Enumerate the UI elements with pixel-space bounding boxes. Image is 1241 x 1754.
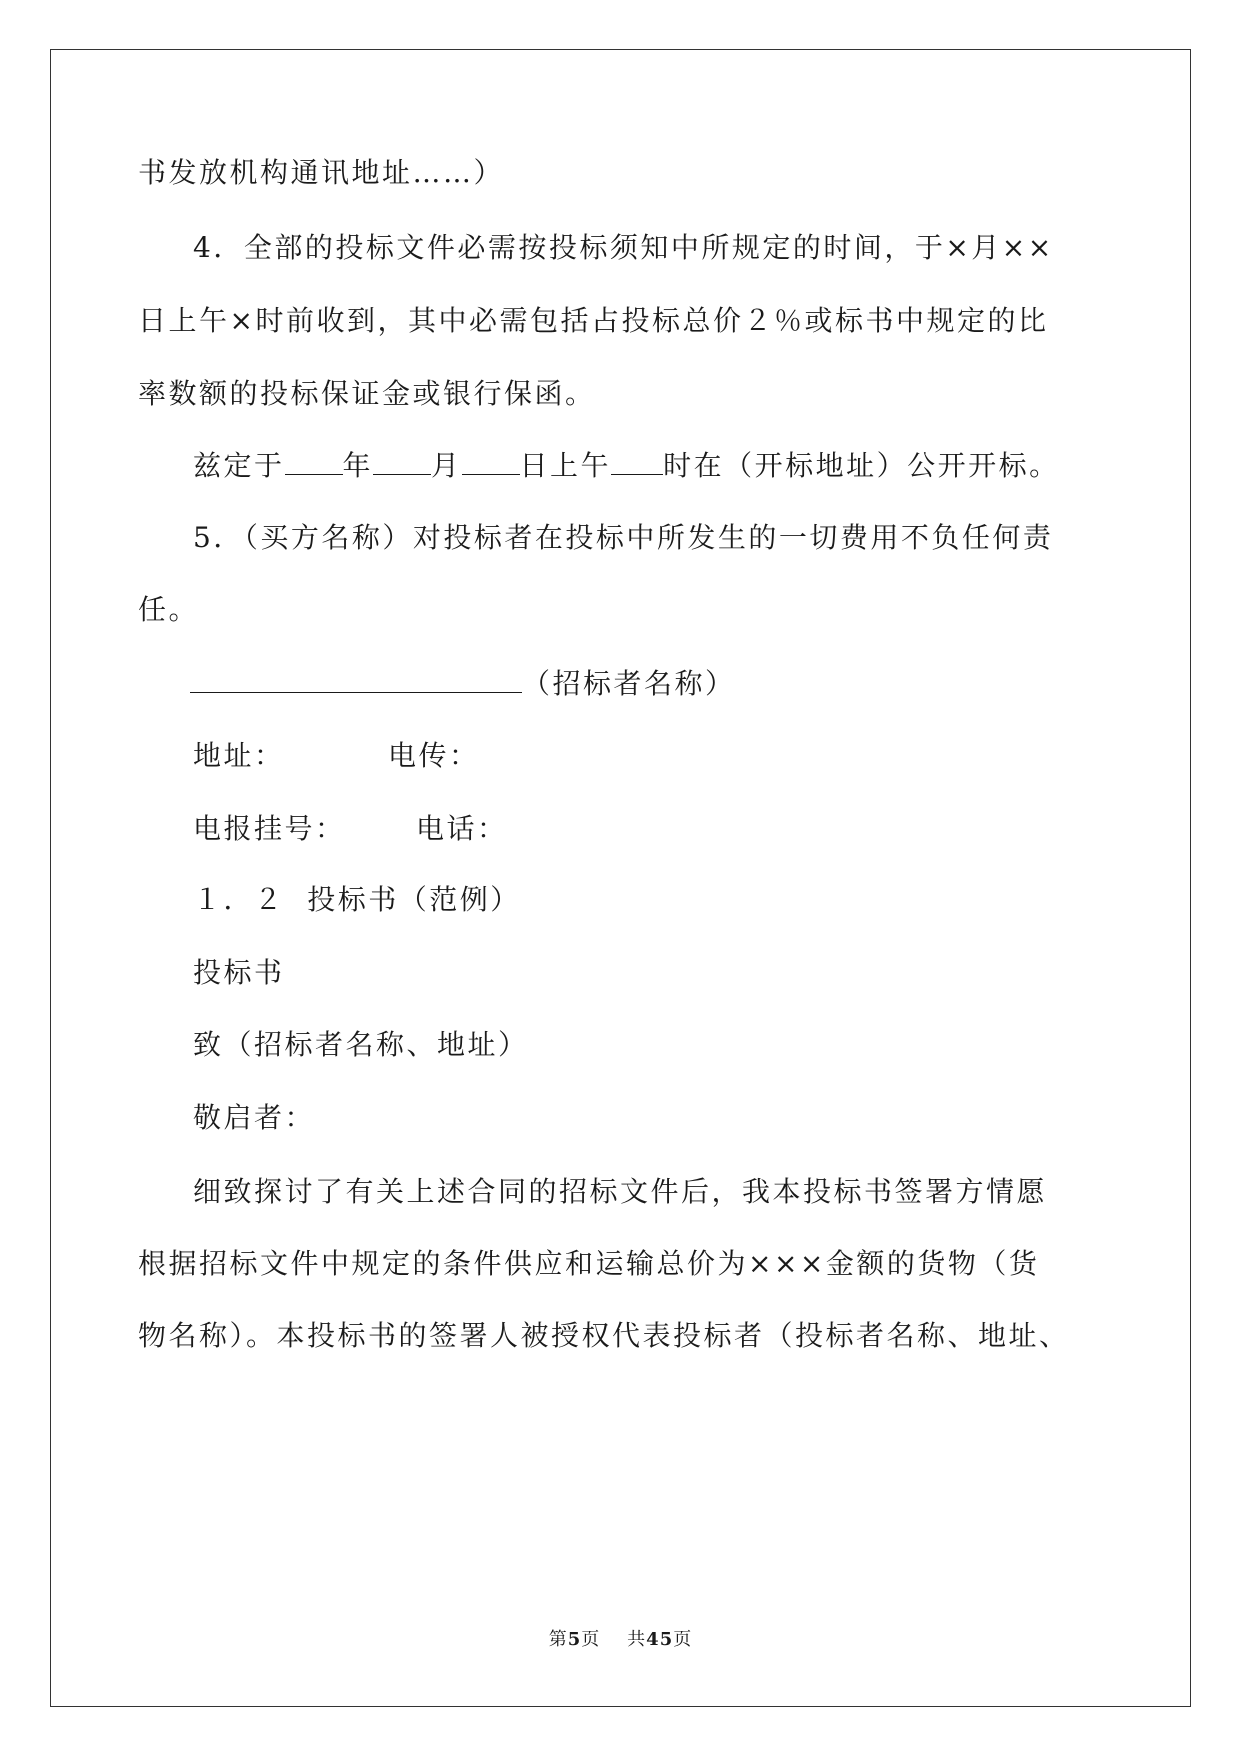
hour-label: 时在（开标地址）公开开标。 <box>663 449 1060 482</box>
text-line: 日上午×时前收到，其中必需包括占投标总价２％或标书中规定的比 <box>138 304 1049 337</box>
body-line: 细致探讨了有关上述合同的招标文件后，我本投标书签署方情愿 <box>193 1175 1048 1208</box>
address-label: 地址： <box>193 739 285 772</box>
to-line: 致（招标者名称、地址） <box>193 1028 529 1061</box>
page-footer <box>0 1628 1241 1652</box>
text-line: 任。 <box>138 593 200 626</box>
salutation: 敬启者： <box>193 1101 316 1134</box>
month-label: 月 <box>431 449 462 482</box>
text-line: 率数额的投标保证金或银行保函。 <box>138 377 596 410</box>
telegraph-label: 电报挂号： <box>193 812 346 845</box>
footer-total-prefix: 共 <box>627 1629 647 1650</box>
fax-label: 电传： <box>388 739 480 772</box>
signer-name: （招标者名称） <box>522 667 736 700</box>
day-blank <box>462 448 520 475</box>
page-border <box>50 49 1191 1707</box>
text-line: 书发放机构通讯地址……） <box>138 156 505 189</box>
footer-page-suffix: 页 <box>581 1629 601 1650</box>
doc-title: 投标书 <box>193 956 285 989</box>
year-label: 年 <box>342 449 374 482</box>
footer-total-suffix: 页 <box>673 1629 693 1650</box>
signature-line <box>190 666 736 702</box>
footer-total-number: 45 <box>646 1629 674 1650</box>
date-prefix: 兹定于 <box>193 449 285 482</box>
text-line: 5．（买方名称）对投标者在投标中所发生的一切费用不负任何责 <box>193 521 1054 554</box>
signature-blank <box>190 666 522 693</box>
text-line: 4．全部的投标文件必需按投标须知中所规定的时间，于×月×× <box>193 231 1054 264</box>
footer-page-prefix: 第 <box>548 1629 568 1650</box>
phone-label: 电话： <box>416 812 508 845</box>
year-blank <box>285 448 343 475</box>
footer-page-number: 5 <box>567 1629 582 1650</box>
section-heading: １．２ 投标书（范例） <box>193 883 521 916</box>
date-line <box>193 448 1060 484</box>
month-blank <box>373 448 431 475</box>
body-line: 根据招标文件中规定的条件供应和运输总价为×××金额的货物（货 <box>138 1247 1040 1280</box>
day-label: 日上午 <box>519 449 612 482</box>
hour-blank <box>611 448 663 475</box>
body-line: 物名称）。本投标书的签署人被授权代表投标者（投标者名称、地址、 <box>138 1319 1070 1352</box>
